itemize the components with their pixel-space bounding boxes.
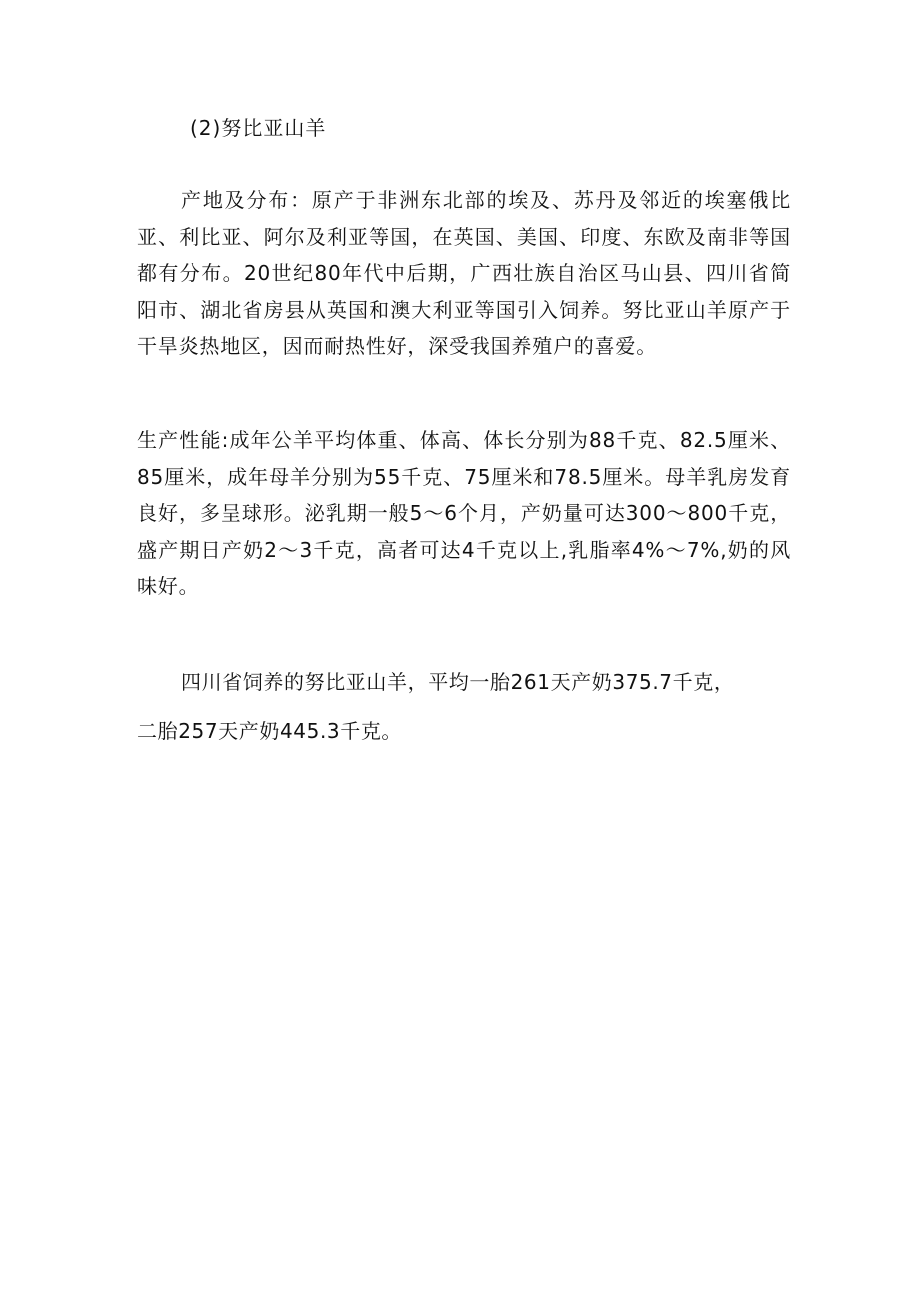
- paragraph-origin-distribution: 产地及分布：原产于非洲东北部的埃及、苏丹及邻近的埃塞俄比亚、利比亚、阿尔及利亚等国，在英国、美国、印度、东欧及南非等国都有分布。20世纪80年代中后期，广西壮族自治区马山县、四川省简阳市、湖北省房县从英国和澳大利亚等国引入饲养。努比亚山羊原产于干旱炎热地区，因而耐热性好，深受我国养殖户的喜爱。: [137, 188, 791, 358]
- text-line: 四川省饲养的努比亚山羊，平均一胎261天产奶375.7千克，: [181, 670, 735, 694]
- text-line: 二胎257天产奶445.3千克。: [137, 718, 403, 743]
- paragraph-production-performance: 生产性能:成年公羊平均体重、体高、体长分别为88千克、82.5厘米、85厘米，成年母羊分别为55千克、75厘米和78.5厘米。母羊乳房发育良好，多呈球形。泌乳期一般5～6个月，产奶量可达300～800千克，盛产期日产奶2～3千克，高者可达4千克以上,乳脂率4%～7%,奶的风味好。: [137, 428, 791, 598]
- paragraph-sichuan-milk-yield: [137, 664, 791, 749]
- section-heading: (2)努比亚山羊: [190, 116, 327, 140]
